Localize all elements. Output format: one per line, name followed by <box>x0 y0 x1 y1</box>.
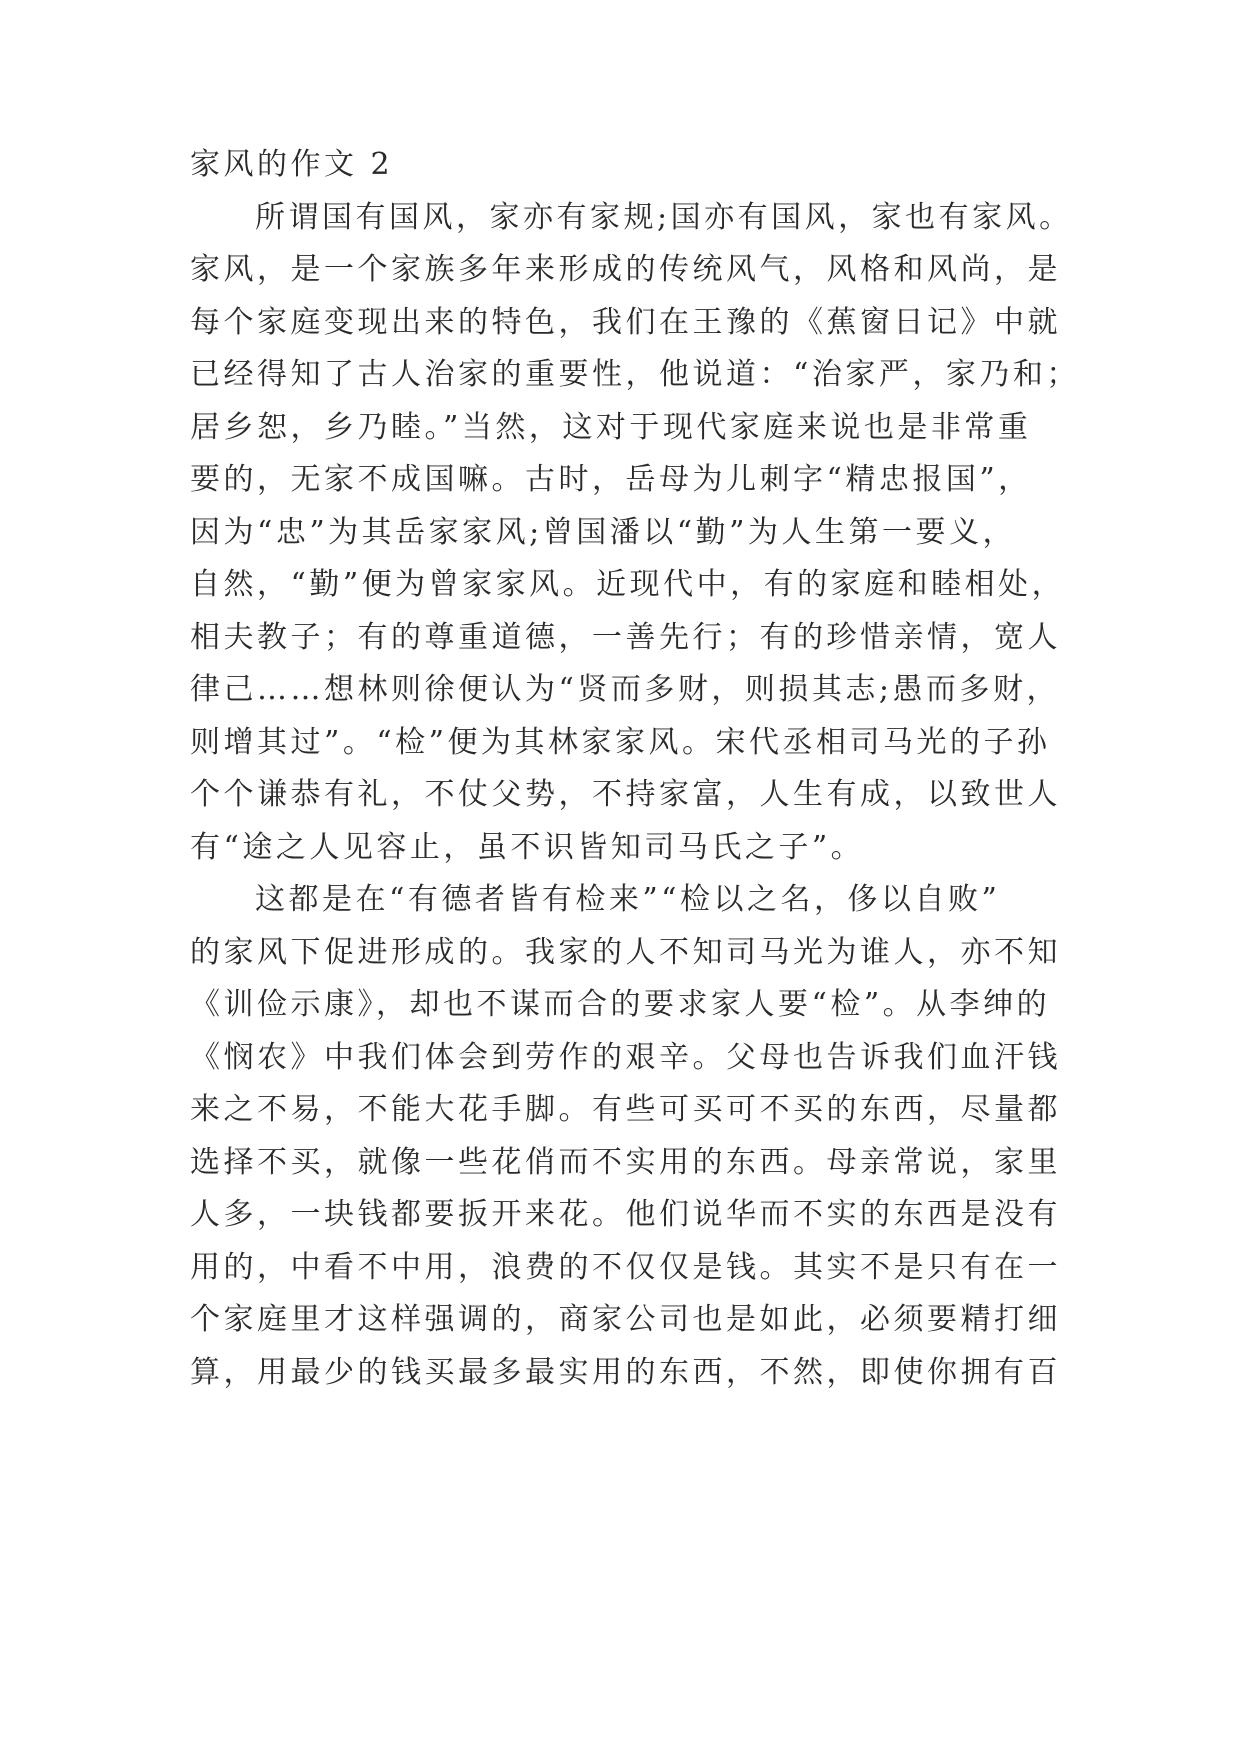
text-line: 《训俭示康》，却也不谋而合的要求家人要“检”。从李绅的 <box>190 987 1051 1022</box>
paragraph <box>190 192 1190 875</box>
text-line: 个个谦恭有礼，不仗父势，不持家富，人生有成，以致世人 <box>190 777 1061 812</box>
text-line: 算，用最少的钱买最多最实用的东西，不然，即使你拥有百 <box>190 1354 1061 1390</box>
text-line: 的家风下促进形成的。我家的人不知司马光为谁人，亦不知 <box>190 934 1061 970</box>
text-line: 相夫教子；有的尊重道德，一善先行；有的珍惜亲情，宽人 <box>190 619 1061 655</box>
text-line: 因为“忠”为其岳家家风;曾国潘以“勤”为人生第一要义， <box>190 514 1016 550</box>
text-line: 家风，是一个家族多年来形成的传统风气，风格和风尚，是 <box>190 252 1061 287</box>
text-line: 每个家庭变现出来的特色，我们在王豫的《蕉窗日记》中就 <box>190 304 1061 340</box>
text-line: 有“途之人见容止，虽不识皆知司马氏之子”。 <box>190 829 865 865</box>
text-line: 已经得知了古人治家的重要性，他说道：“治家严，家乃和； <box>190 357 1080 392</box>
text-line: 要的，无家不成国嘛。古时，岳母为儿刺字“精忠报国”， <box>190 462 1032 497</box>
text-line: 个家庭里才这样强调的，商家公司也是如此，必须要精打细 <box>190 1302 1061 1337</box>
document-title: 家风的作文 2 <box>190 147 394 182</box>
text-line: 来之不易，不能大花手脚。有些可买可不买的东西，尽量都 <box>190 1092 1061 1127</box>
text-line: 人多，一块钱都要扳开来花。他们说华而不实的东西是没有 <box>190 1197 1061 1232</box>
text-line: 则增其过”。“检”便为其林家家风。宋代丞相司马光的子孙 <box>190 724 1051 760</box>
text-line: 自然，“勤”便为曾家家风。近现代中，有的家庭和睦相处， <box>190 567 1066 602</box>
text-line: 《悯农》中我们体会到劳作的艰辛。父母也告诉我们血汗钱 <box>190 1039 1061 1075</box>
text-line: 所谓国有国风，家亦有家规;国亦有国风，家也有家风。 <box>255 199 1073 235</box>
text-line: 这都是在“有德者皆有检来”“检以之名，侈以自败” <box>255 882 1001 917</box>
text-line: 居乡恕，乡乃睦。”当然，这对于现代家庭来说也是非常重 <box>190 409 1032 445</box>
paragraph <box>190 874 1190 1399</box>
text-line: 律己……想林则徐便认为“贤而多财，则损其志;愚而多财， <box>190 672 1060 707</box>
text-line: 选择不买，就像一些花俏而不实用的东西。母亲常说，家里 <box>190 1144 1061 1180</box>
document-body <box>190 139 1190 1399</box>
text-line: 用的，中看不中用，浪费的不仅仅是钱。其实不是只有在一 <box>190 1249 1061 1285</box>
